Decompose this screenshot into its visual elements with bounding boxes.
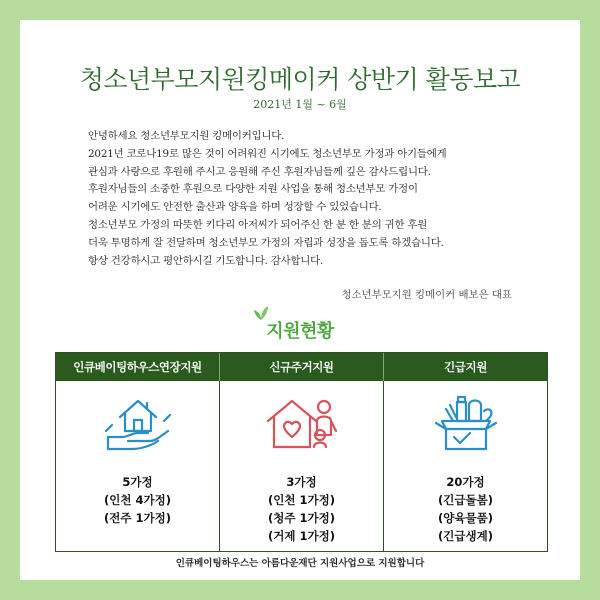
greeting-letter xyxy=(88,128,528,270)
support-figures xyxy=(220,473,383,545)
letter-line: 더욱 투명하게 잘 전달하며 청소년부모 가정의 자립과 성장을 돕도록 하겠습니다. xyxy=(88,236,444,249)
support-detail: (거제 1가정) xyxy=(268,529,335,543)
page-title: 청소년부모지원킹메이커 상반기 활동보고 xyxy=(79,65,521,94)
table-body-row xyxy=(56,381,547,551)
table-cell-incubating xyxy=(56,381,219,551)
support-count: 3가정 xyxy=(286,475,317,489)
support-figures xyxy=(56,473,219,527)
report-card xyxy=(20,20,580,580)
letter-line: 청소년부모 가정의 따뜻한 키다리 아저씨가 되어주신 한 분 한 분의 귀한 후원 xyxy=(88,218,428,231)
letter-line: 2021년 코로나19로 많은 것이 어려워진 시기에도 청소년부모 가정과 아기들에게 xyxy=(88,147,447,160)
table-header-row xyxy=(56,353,547,381)
report-period: 2021년 1월 ~ 6월 xyxy=(253,98,347,111)
letter-line: 후원자님들의 소중한 후원으로 다양한 지원 사업을 통해 청소년부모 가정이 xyxy=(88,183,418,196)
table-cell-emergency xyxy=(383,381,547,551)
support-figures xyxy=(384,473,547,545)
supply-box-icon xyxy=(426,391,506,453)
support-detail: (인천 4가정) xyxy=(104,493,171,507)
letter-line: 항상 건강하시고 평안하시길 기도합니다. 감사합니다. xyxy=(88,254,324,267)
section-title: 지원현황 xyxy=(266,321,334,342)
family-house-icon xyxy=(262,391,342,453)
support-detail: (긴급생계) xyxy=(438,529,493,543)
support-count: 5가정 xyxy=(122,475,153,489)
column-header-emergency: 긴급지원 xyxy=(383,353,547,381)
signature: 청소년부모지원 킹메이커 배보은 대표 xyxy=(341,289,512,301)
support-table xyxy=(55,352,548,552)
house-in-hand-icon xyxy=(98,391,178,453)
support-detail: (긴급돌봄) xyxy=(438,493,493,507)
support-detail: (청주 1가정) xyxy=(268,511,335,525)
support-detail: (전주 1가정) xyxy=(104,511,171,525)
letter-line: 어려운 시기에도 안전한 출산과 양육을 하며 성장할 수 있었습니다. xyxy=(88,201,382,214)
letter-line: 안녕하세요 청소년부모지원 킹메이커입니다. xyxy=(88,130,285,142)
letter-line: 관심과 사랑으로 후원해 주시고 응원해 주신 후원자님들께 깊은 감사드립니다. xyxy=(88,165,431,178)
column-header-incubating: 인큐베이팅하우스연장지원 xyxy=(73,360,202,374)
support-detail: (양육물품) xyxy=(438,511,493,525)
table-cell-housing xyxy=(219,381,383,551)
column-header-housing: 신규주거지원 xyxy=(219,353,383,381)
support-count: 20가정 xyxy=(446,475,485,489)
support-detail: (인천 1가정) xyxy=(268,493,335,507)
footnote: 인큐베이팅하우스는 아름다운재단 지원사업으로 지원합니다 xyxy=(175,558,425,569)
